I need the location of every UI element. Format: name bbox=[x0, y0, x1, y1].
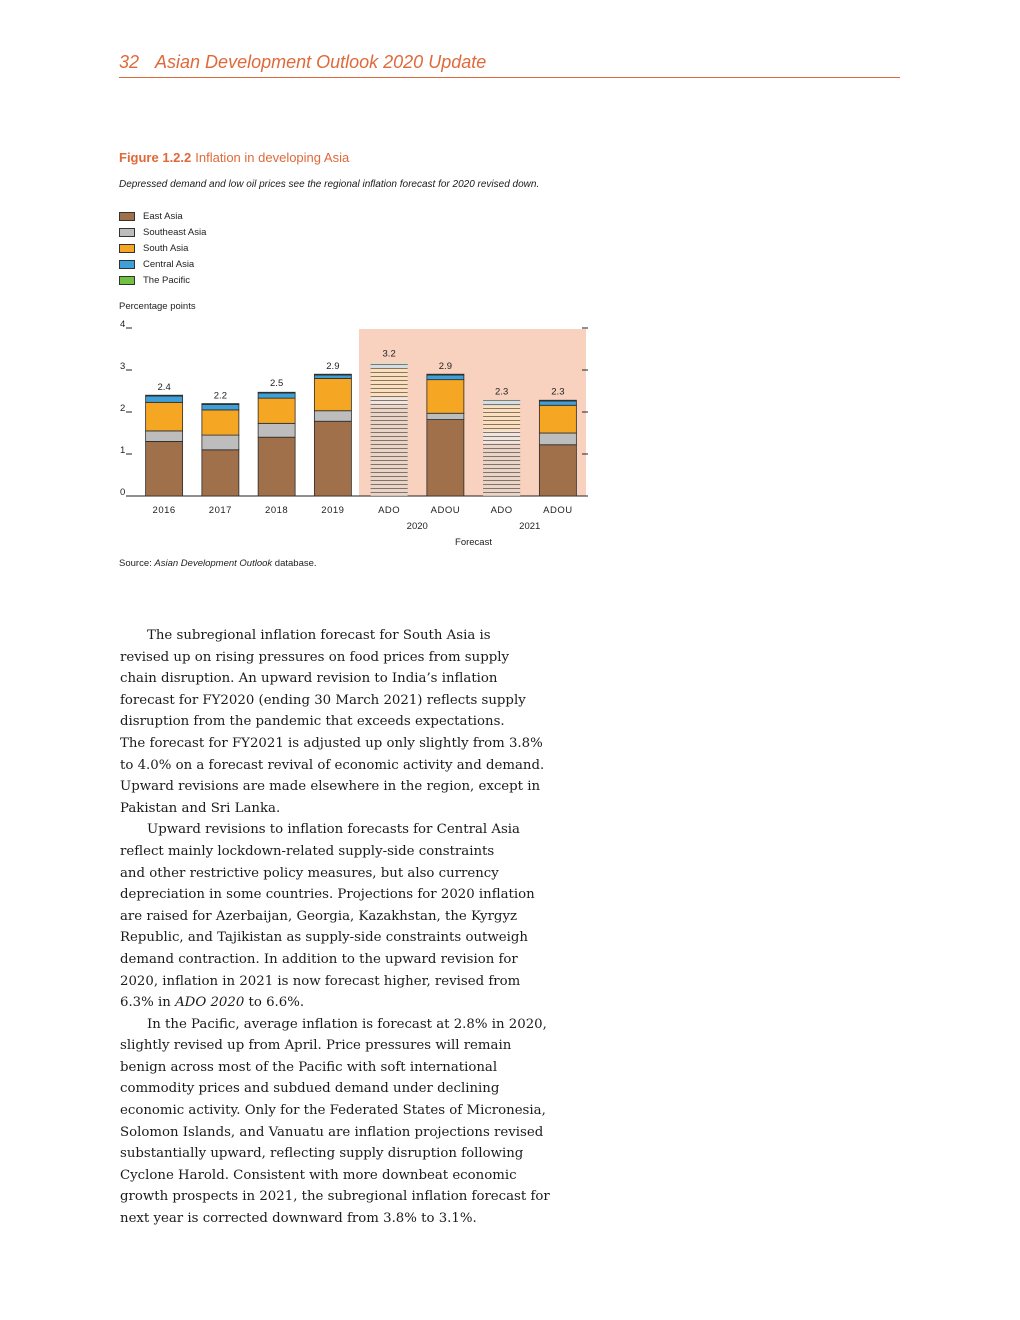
legend-item bbox=[119, 208, 206, 224]
body-line-text: 6.3% in bbox=[120, 995, 176, 1011]
bar-total-label: 2.5 bbox=[270, 378, 284, 389]
body-line: disruption from the pandemic that exceeds expectations. bbox=[120, 714, 505, 730]
bar-hatch bbox=[371, 363, 408, 364]
bar-hatch bbox=[483, 401, 520, 406]
bar-segment-central-asia bbox=[258, 393, 295, 398]
x-tick-label: 2016 bbox=[152, 505, 176, 516]
bar-segment-south-asia bbox=[146, 402, 183, 431]
body-line-text: to 6.6%. bbox=[244, 995, 305, 1011]
body-line: growth prospects in 2021, the subregional inflation forecast for bbox=[120, 1189, 550, 1205]
bar-hatch bbox=[483, 444, 520, 497]
bar-total-label: 2.3 bbox=[495, 386, 509, 398]
y-tick-label: 0 bbox=[120, 487, 126, 498]
bar-hatch bbox=[371, 368, 408, 397]
bar-segment-east-asia bbox=[314, 421, 351, 496]
legend-swatch bbox=[119, 276, 135, 285]
publication-title: Asian Development Outlook 2020 Update bbox=[155, 52, 487, 72]
legend-swatch bbox=[119, 260, 135, 269]
body-line: commodity prices and subdued demand under declining bbox=[120, 1081, 500, 1097]
figure-subtitle: Depressed demand and low oil prices see the regional inflation forecast for 2020 revised down. bbox=[119, 179, 540, 190]
source-italic: Asian Development Outlook bbox=[154, 558, 273, 569]
bar-total-label: 2.2 bbox=[213, 390, 227, 402]
bar-hatch bbox=[371, 364, 408, 368]
bar-total-label: 2.3 bbox=[551, 386, 565, 398]
legend-label: Central Asia bbox=[143, 258, 195, 270]
body-line: demand contraction. In addition to the upward revision for bbox=[120, 951, 518, 967]
body-line: economic activity. Only for the Federated States of Micronesia, bbox=[120, 1103, 546, 1119]
body-line: and other restrictive policy measures, but also currency bbox=[120, 865, 499, 881]
bar-segment-south-asia bbox=[202, 410, 239, 435]
body-line: The forecast for FY2021 is adjusted up only slightly from 3.8% bbox=[120, 735, 543, 751]
x-group-label: 2021 bbox=[519, 521, 541, 532]
body-line: Republic, and Tajikistan as supply-side constraints outweigh bbox=[120, 930, 528, 946]
legend-label: Southeast Asia bbox=[143, 226, 207, 238]
bar-segment-the-pacific bbox=[146, 395, 183, 396]
bar-segment-southeast-asia bbox=[539, 433, 576, 445]
source-suffix: database. bbox=[272, 558, 317, 569]
bar-segment-south-asia bbox=[427, 380, 464, 414]
forecast-label: Forecast bbox=[455, 537, 492, 548]
source-prefix: Source: bbox=[119, 558, 155, 569]
body-line: next year is corrected downward from 3.8% to 3.1%. bbox=[120, 1211, 477, 1227]
body-line: Pakistan and Sri Lanka. bbox=[120, 800, 281, 816]
page-header bbox=[119, 52, 900, 78]
x-tick-label: ADOU bbox=[430, 505, 461, 516]
legend-label: East Asia bbox=[143, 210, 183, 222]
legend-swatch bbox=[119, 212, 135, 221]
body-line: forecast for FY2020 (ending 30 March 2021) reflects supply bbox=[120, 692, 526, 708]
body-line: depreciation in some countries. Projections for 2020 inflation bbox=[120, 887, 535, 903]
bar-total-label: 2.9 bbox=[438, 361, 452, 373]
bar-segment-east-asia bbox=[539, 445, 576, 496]
body-line: benign across most of the Pacific with soft international bbox=[120, 1059, 498, 1075]
figure-title bbox=[119, 150, 349, 165]
bar-segment-the-pacific bbox=[427, 374, 464, 375]
body-line: are raised for Azerbaijan, Georgia, Kazakhstan, the Kyrgyz bbox=[120, 908, 517, 924]
x-tick-label: ADOU bbox=[543, 505, 573, 516]
body-line: revised up on rising pressures on food prices from supply bbox=[120, 649, 509, 665]
x-tick-label: 2017 bbox=[208, 505, 232, 516]
bar-hatch bbox=[483, 406, 520, 431]
bar-hatch bbox=[371, 397, 408, 405]
bar-segment-southeast-asia bbox=[427, 413, 464, 419]
y-tick-label: 4 bbox=[120, 319, 126, 330]
bar-segment-south-asia bbox=[539, 405, 576, 433]
x-group-label: 2020 bbox=[406, 521, 428, 532]
legend-swatch bbox=[119, 228, 135, 237]
page-number: 32 bbox=[119, 52, 140, 72]
body-line-italic: ADO 2020 bbox=[175, 995, 245, 1011]
body-line: Upward revisions are made elsewhere in the region, except in bbox=[120, 779, 541, 795]
x-tick-label: ADO bbox=[378, 505, 401, 516]
y-tick-label: 1 bbox=[120, 445, 126, 456]
body-line: chain disruption. An upward revision to India’s inflation bbox=[120, 671, 498, 687]
figure-caption: Inflation in developing Asia bbox=[195, 150, 350, 165]
body-line: substantially upward, reflecting supply disruption following bbox=[120, 1146, 524, 1162]
legend-label: South Asia bbox=[143, 242, 189, 254]
bar-hatch bbox=[483, 400, 520, 401]
x-tick-label: ADO bbox=[490, 505, 513, 516]
bar-total-label: 2.4 bbox=[157, 382, 171, 394]
bar-segment-the-pacific bbox=[202, 404, 239, 405]
body-line: Cyclone Harold. Consistent with more downbeat economic bbox=[120, 1167, 517, 1183]
bar-segment-central-asia bbox=[146, 396, 183, 402]
body-line bbox=[120, 992, 590, 1014]
body-line: The subregional inflation forecast for South Asia is bbox=[147, 628, 491, 643]
body-line: slightly revised up from April. Price pressures will remain bbox=[120, 1038, 512, 1054]
bar-hatch bbox=[371, 406, 408, 496]
legend-item bbox=[119, 240, 206, 256]
bar-segment-the-pacific bbox=[539, 400, 576, 401]
body-text bbox=[120, 625, 590, 1230]
bar-total-label: 2.9 bbox=[326, 361, 340, 373]
bar-segment-central-asia bbox=[539, 401, 576, 405]
bar-segment-central-asia bbox=[202, 404, 239, 409]
bar-segment-east-asia bbox=[146, 441, 183, 496]
legend-item bbox=[119, 224, 206, 240]
legend-item bbox=[119, 256, 206, 272]
y-tick-label: 2 bbox=[120, 403, 126, 414]
body-line: Upward revisions to inflation forecasts for Central Asia bbox=[147, 822, 520, 838]
inflation-chart bbox=[110, 316, 590, 551]
y-axis-label: Percentage points bbox=[119, 301, 196, 312]
body-line: Solomon Islands, and Vanuatu are inflation projections revised bbox=[120, 1124, 544, 1140]
x-tick-label: 2018 bbox=[265, 505, 289, 516]
bar-segment-east-asia bbox=[427, 420, 464, 496]
bar-segment-central-asia bbox=[427, 375, 464, 380]
body-line: to 4.0% on a forecast revival of economic activity and demand. bbox=[120, 757, 545, 773]
bar-segment-east-asia bbox=[202, 450, 239, 496]
bar-segment-the-pacific bbox=[314, 374, 351, 375]
body-line: In the Pacific, average inflation is forecast at 2.8% in 2020, bbox=[147, 1016, 547, 1032]
bar-total-label: 3.2 bbox=[382, 348, 396, 360]
legend-item bbox=[119, 272, 206, 288]
body-line: reflect mainly lockdown-related supply-side constraints bbox=[120, 843, 495, 859]
y-tick-label: 3 bbox=[120, 361, 126, 372]
legend-swatch bbox=[119, 244, 135, 253]
figure-source bbox=[119, 558, 317, 569]
bar-segment-southeast-asia bbox=[258, 423, 295, 437]
bar-segment-southeast-asia bbox=[146, 431, 183, 442]
figure-number: Figure 1.2.2 bbox=[119, 150, 192, 165]
x-tick-label: 2019 bbox=[321, 505, 345, 516]
bar-segment-south-asia bbox=[314, 378, 351, 410]
bar-segment-south-asia bbox=[258, 398, 295, 423]
bar-segment-the-pacific bbox=[258, 392, 295, 393]
bar-segment-southeast-asia bbox=[202, 435, 239, 450]
bar-hatch bbox=[483, 431, 520, 444]
legend-label: The Pacific bbox=[143, 274, 190, 286]
bar-segment-central-asia bbox=[314, 375, 351, 378]
bar-segment-east-asia bbox=[258, 437, 295, 496]
chart-legend bbox=[119, 208, 206, 288]
bar-segment-southeast-asia bbox=[314, 411, 351, 422]
body-line: 2020, inflation in 2021 is now forecast higher, revised from bbox=[120, 973, 521, 989]
